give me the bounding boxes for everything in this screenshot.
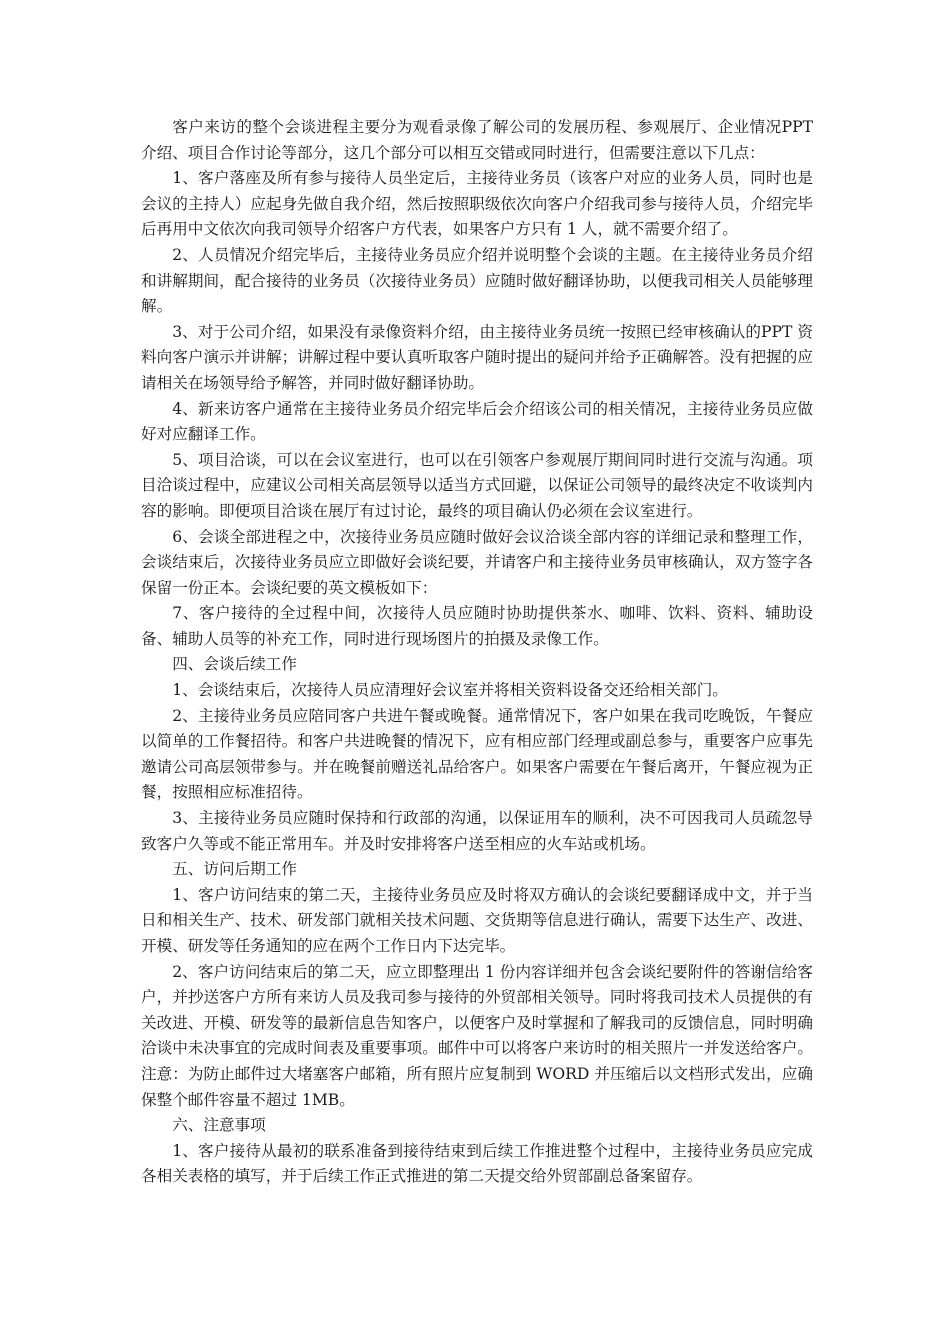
section-heading-5: 五、访问后期工作 [172,860,297,879]
paragraph-section6-item-1: 1、客户接待从最初的联系准备到接待结束到后续工作推进整个过程中，主接待业务员应完成各相关表格的填写，并于后续工作正式推进的第二天提交给外贸部副总备案留存。 [141,1141,813,1186]
paragraph-item-4: 4、新来访客户通常在主接待业务员介绍完毕后会介绍该公司的相关情况，主接待业务员应做好对应翻译工作。 [141,399,813,444]
paragraph-section5-item-1: 1、客户访问结束的第二天，主接待业务员应及时将双方确认的会谈纪要翻译成中文，并于当日和相关生产、技术、研发部门就相关技术问题、交货期等信息进行确认，需要下达生产、改进、开模、研发等任务通知的应在两个工作日内下达完毕。 [141,885,813,955]
paragraph-section5-item-2: 2、客户访问结束后的第二天，应立即整理出 1 份内容详细并包含会谈纪要附件的答谢信给客户，并抄送客户方所有来访人员及我司参与接待的外贸部相关领导。同时将我司技术人员提供的有关改进、开模、研发等的最新信息告知客户，以便客户及时掌握和了解我司的反馈信息，同时明确洽谈中未决事宜的完成时间表及重要事项。邮件中可以将客户来访时的相关照片一并发送给客户。注意：为防止邮件过大堵塞客户邮箱，所有照片应复制到 WORD 并压缩后以文档形式发出，应确保整个邮件容量不超过 1MB。 [141,962,813,1109]
section-heading-6: 六、注意事项 [172,1116,266,1135]
paragraph-item-6: 6、会谈全部进程之中，次接待业务员应随时做好会议洽谈全部内容的详细记录和整理工作，会谈结束后，次接待业务员应立即做好会谈纪要，并请客户和主接待业务员审核确认，双方签字各保留一份正本。会谈纪要的英文模板如下： [141,527,813,597]
section-heading-4: 四、会谈后续工作 [172,655,297,674]
paragraph-item-1: 1、客户落座及所有参与接待人员坐定后，主接待业务员（该客户对应的业务人员，同时也是会议的主持人）应起身先做自我介绍，然后按照职级依次向客户介绍我司参与接待人员，介绍完毕后再用中文依次向我司领导介绍客户方代表，如果客户方只有 1 人，就不需要介绍了。 [141,169,813,239]
paragraph-section4-item-2: 2、主接待业务员应陪同客户共进午餐或晚餐。通常情况下，客户如果在我司吃晚饭，午餐应以简单的工作餐招待。和客户共进晚餐的情况下，应有相应部门经理或副总参与，重要客户应事先邀请公司高层领带参与。并在晚餐前赠送礼品给客户。如果客户需要在午餐后离开，午餐应视为正餐，按照相应标准招待。 [141,706,813,802]
paragraph-section4-item-3: 3、主接待业务员应随时保持和行政部的沟通，以保证用车的顺利，决不可因我司人员疏忽导致客户久等或不能正常用车。并及时安排将客户送至相应的火车站或机场。 [141,809,813,853]
paragraph-section4-item-1: 1、会谈结束后，次接待人员应清理好会议室并将相关资料设备交还给相关部门。 [172,681,728,700]
document-body [141,115,813,1190]
paragraph-item-7: 7、客户接待的全过程中间，次接待人员应随时协助提供茶水、咖啡、饮料、资料、辅助设备、辅助人员等的补充工作，同时进行现场图片的拍摄及录像工作。 [141,604,813,648]
paragraph-item-3: 3、对于公司介绍，如果没有录像资料介绍，由主接待业务员统一按照已经审核确认的PPT 资料向客户演示并讲解；讲解过程中要认真听取客户随时提出的疑问并给予正确解答。没有把握的应请相关在场领导给予解答，并同时做好翻译协助。 [141,322,813,392]
paragraph-item-2: 2、人员情况介绍完毕后，主接待业务员应介绍并说明整个会谈的主题。在主接待业务员介绍和讲解期间，配合接待的业务员（次接待业务员）应随时做好翻译协助，以便我司相关人员能够理解。 [141,245,813,316]
paragraph-item-5: 5、项目洽谈，可以在会议室进行，也可以在引领客户参观展厅期间同时进行交流与沟通。项目洽谈过程中，应建议公司相关高层领导以适当方式回避，以保证公司领导的最终决定不收谈判内容的影响。即便项目洽谈在展厅有过讨论，最终的项目确认仍必须在会议室进行。 [141,450,813,520]
intro-paragraph: 客户来访的整个会谈进程主要分为观看录像了解公司的发展历程、参观展厅、企业情况PPT 介绍、项目合作讨论等部分，这几个部分可以相互交错或同时进行，但需要注意以下几点： [141,118,813,162]
